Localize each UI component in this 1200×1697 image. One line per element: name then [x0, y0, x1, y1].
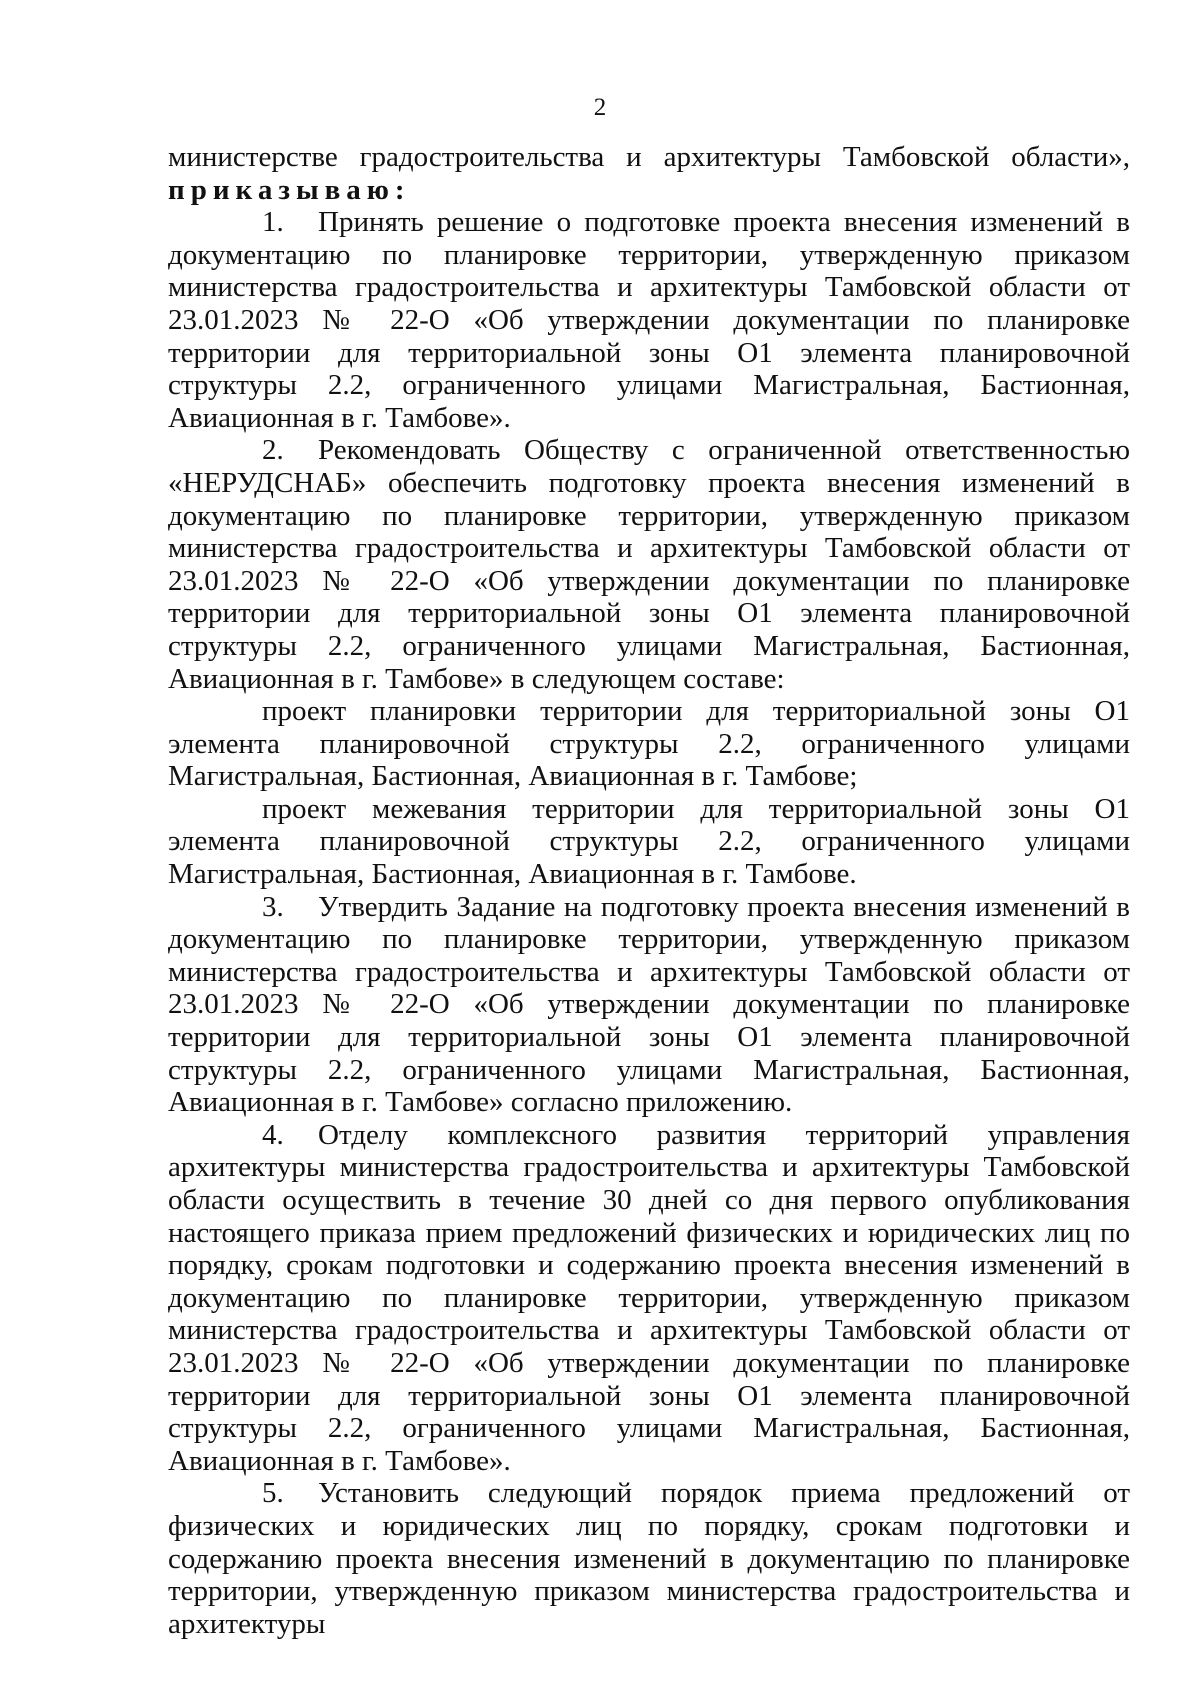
order-word: приказываю:	[168, 173, 411, 206]
composition-item-1: проект планировки территории для территориальной зоны О1 элемента планировочной структуры 2.2, ограниченного улицами Магистральная, Бастионная, Авиационная в г. Тамбове;	[168, 695, 1130, 793]
item-text: Отделу комплексного развития территорий управления архитектуры министерства градостроительства и архитектуры Тамбовской области осуществить в течение 30 дней со дня первого опубликования настоящего приказа прием предложений физических и юридических лиц по порядку, срокам подготовки и содержанию проекта внесения изменений в документацию по планировке территории, утвержденную приказом министерства градостроительства и архитектуры Тамбовской области от 23.01.2023 № 22-О «Об утверждении документации по планировке территории для территориальной зоны О1 элемента планировочной структуры 2.2, ограниченного улицами Магистральная, Бастионная, Авиационная в г. Тамбове».	[168, 1118, 1130, 1477]
item-number: 1.	[262, 206, 284, 239]
item-number: 5.	[262, 1477, 284, 1510]
item-text: Рекомендовать Обществу с ограниченной ответственностью «НЕРУДСНАБ» обеспечить подготовку проекта внесения изменений в документацию по планировке территории, утвержденную приказом министерства градостроительства и архитектуры Тамбовской области от 23.01.2023 № 22-О «Об утверждении документации по планировке территории для территориальной зоны О1 элемента планировочной структуры 2.2, ограниченного улицами Магистральная, Бастионная, Авиационная в г. Тамбове» в следующем составе:	[168, 434, 1130, 695]
intro-line: министерстве градостроительства и архитектуры Тамбовской области»,	[168, 141, 1130, 173]
composition-item-2: проект межевания территории для территориальной зоны О1 элемента планировочной структуры 2.2, ограниченного улицами Магистральная, Бастионная, Авиационная в г. Тамбове.	[168, 792, 1130, 891]
item-number: 2.	[262, 434, 284, 467]
item-text: Утвердить Задание на подготовку проекта внесения изменений в документацию по планировке территории, утвержденную приказом министерства градостроительства и архитектуры Тамбовской области от 23.01.2023 № 22-О «Об утверждении документации по планировке территории для территориальной зоны О1 элемента планировочной структуры 2.2, ограниченного улицами Магистральная, Бастионная, Авиационная в г. Тамбове» согласно приложению.	[168, 890, 1130, 1119]
item-number: 3.	[262, 890, 284, 923]
page-number: 2	[593, 94, 607, 121]
item-3	[168, 891, 1130, 1119]
item-text: Принять решение о подготовке проекта внесения изменений в документацию по планировке территории, утвержденную приказом министерства градостроительства и архитектуры Тамбовской области от 23.01.2023 № 22-О «Об утверждении документации по планировке территории для территориальной зоны О1 элемента планировочной структуры 2.2, ограниченного улицами Магистральная, Бастионная, Авиационная в г. Тамбове».	[168, 206, 1130, 434]
item-1	[168, 206, 1130, 434]
item-2	[168, 434, 1130, 695]
order-heading	[168, 174, 1130, 207]
item-text: Установить следующий порядок приема предложений от физических и юридических лиц по порядку, срокам подготовки и содержанию проекта внесения изменений в документацию по планировке территории, утвержденную приказом министерства градостроительства и архитектуры	[168, 1477, 1130, 1640]
item-5	[168, 1477, 1130, 1640]
item-number: 4.	[262, 1118, 284, 1151]
item-4	[168, 1119, 1130, 1478]
document-body	[168, 141, 1130, 1640]
